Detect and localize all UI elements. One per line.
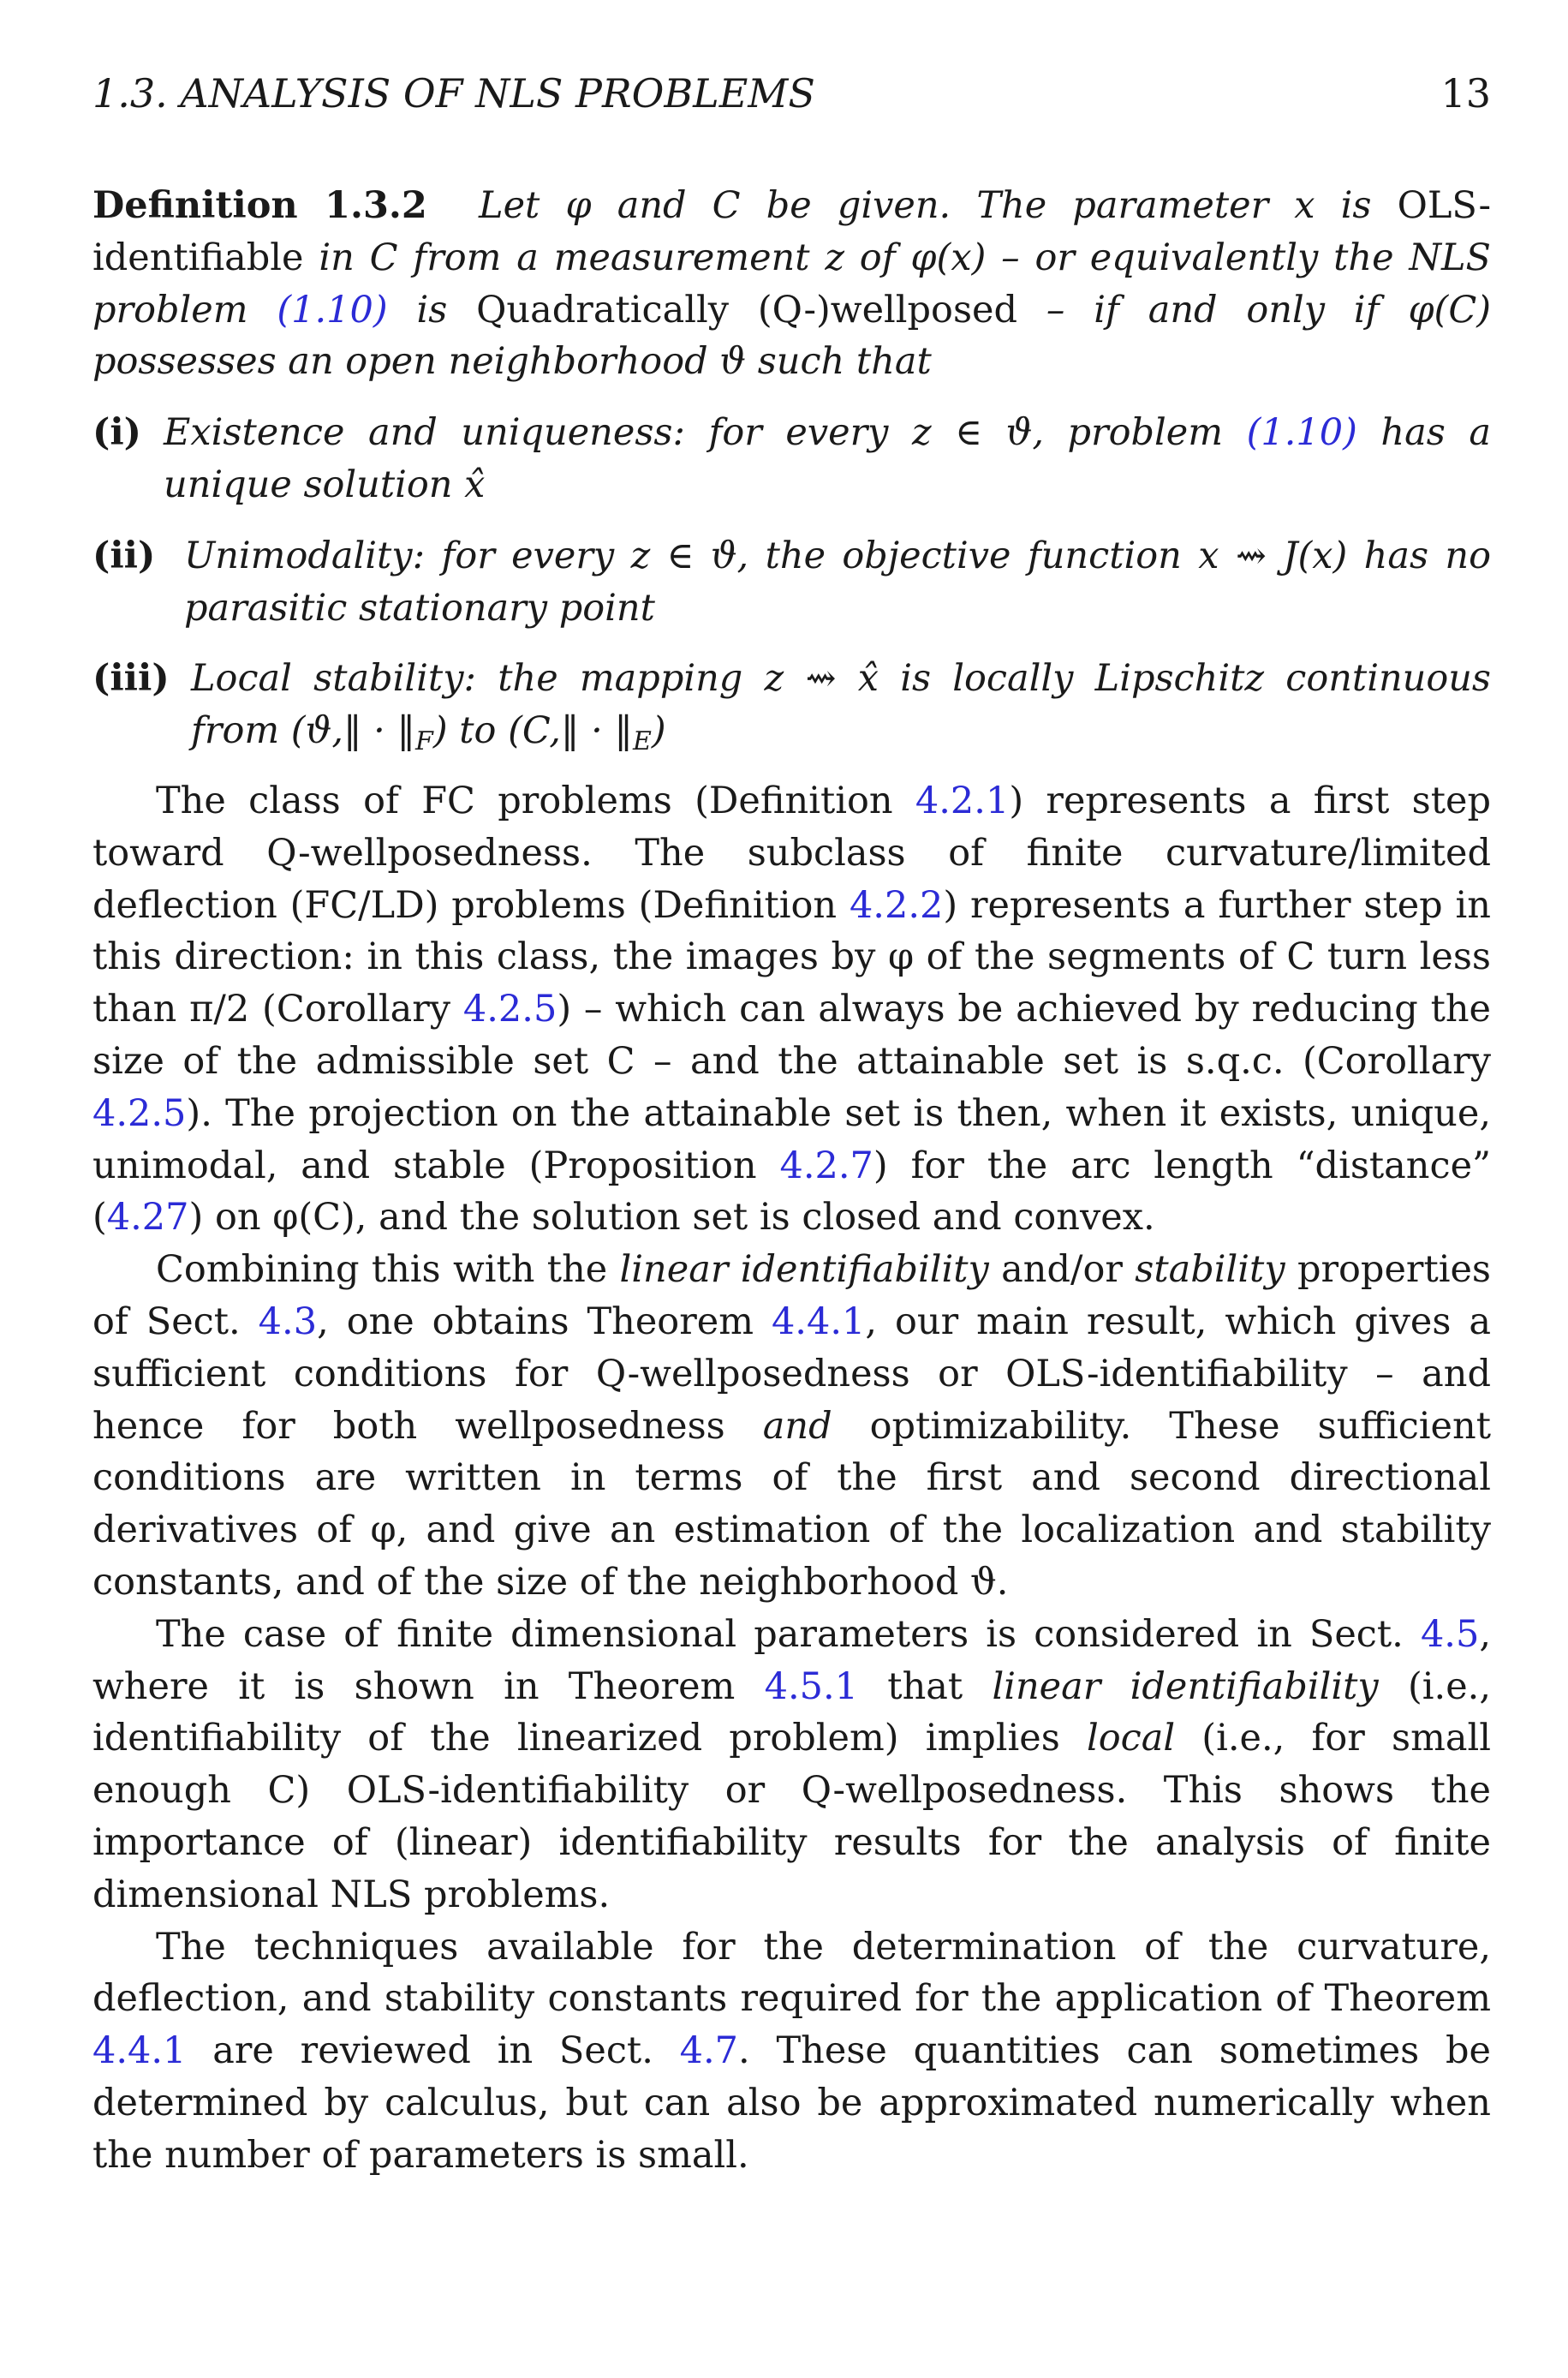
proposition-ref-4-2-7[interactable]: 4.2.7 (779, 1144, 873, 1187)
theorem-ref-4-4-1[interactable]: 4.4.1 (771, 1300, 866, 1343)
paragraph: The class of FC problems (Definition 4.2.1) represents a first step toward Q-wellposedness. The subclass of finite curvature/limited deflection (FC/LD) problems (Definition 4.2.2) represents a further step in this direction: in this class, the images by φ of the segments of C turn less than π/2 (Corollary 4.2.5) – which can always be achieved by reducing the size of the admissible set C – and the attainable set is s.q.c. (Corollary 4.2.5). The projection on the attainable set is then, when it exists, unique, unimodal, and stable (Proposition 4.2.7) for the arc length “distance” (4.27) on φ(C), and the solution set is closed and convex. (92, 779, 1492, 1240)
item-text: Existence and uniqueness: for every z ∈ ϑ, problem (1.10) has a unique solution x̂ (164, 411, 1491, 506)
corollary-ref-4-2-5[interactable]: 4.2.5 (92, 1091, 187, 1135)
section-ref-4-7[interactable]: 4.7 (679, 2029, 739, 2073)
term-q-wellposed: Quadratically (Q-)wellposed (476, 288, 1017, 332)
section-ref-4-5[interactable]: 4.5 (1420, 1612, 1480, 1656)
term-ols-identifiable: OLS-identifiable (92, 184, 1491, 279)
eq-ref-1-10[interactable]: (1.10) (277, 288, 388, 332)
section-ref-4-3[interactable]: 4.3 (258, 1300, 318, 1343)
eq-ref-1-10[interactable]: (1.10) (1246, 411, 1357, 455)
item-text: Local stability: the mapping z ⇝ x̂ is locally Lipschitz continuous from (ϑ,‖ · $‖_F$) to (C,‖ · $‖_E$) (191, 657, 1491, 757)
paragraph: The case of finite dimensional parameters is considered in Sect. 4.5, where it is shown in Theorem 4.5.1 that linear identifiability (i.e., identifiability of the linearized problem) implies local (i.e., for small enough C) OLS-identifiability or Q-wellposedness. This shows the importance of (linear) identifiability results for the analysis of finite dimensional NLS problems. (92, 1612, 1491, 1916)
list-item (92, 530, 1491, 635)
theorem-ref-4-4-1[interactable]: 4.4.1 (92, 2029, 187, 2073)
list-item (92, 407, 1491, 511)
running-header (92, 70, 1491, 117)
item-label: (iii) (92, 657, 170, 701)
definition-label: Definition 1.3.2 (92, 184, 427, 227)
definition-ref-4-2-1[interactable]: 4.2.1 (915, 779, 1010, 822)
definition-ref-4-2-2[interactable]: 4.2.2 (849, 883, 944, 927)
definition-block (92, 180, 1491, 388)
running-title: 1.3. ANALYSIS OF NLS PROBLEMS (92, 70, 815, 117)
theorem-ref-4-5-1[interactable]: 4.5.1 (764, 1664, 859, 1708)
paragraph: The techniques available for the determination of the curvature, deflection, and stability constants required for the application of Theorem 4.4.1 are reviewed in Sect. 4.7. These quantities can sometimes be determined by calculus, but can also be approximated numerically when the number of parameters is small. (92, 1925, 1491, 2177)
list-item (92, 653, 1491, 768)
paragraph: Combining this with the linear identifiability and/or stability properties of Sect. 4.3, one obtains Theorem 4.4.1, our main result, which gives a sufficient conditions for Q-wellposedness or OLS-identifiability – and hence for both wellposedness and optimizability. These sufficient conditions are written in terms of the first and second directional derivatives of φ, and give an estimation of the localization and stability constants, and of the size of the neighborhood ϑ. (92, 1248, 1492, 1604)
item-label: (i) (92, 411, 142, 455)
page-number: 13 (1440, 70, 1491, 117)
definition-text-3: is (387, 288, 477, 332)
item-label: (ii) (92, 534, 156, 577)
definition-text-2: in C from a measurement z of φ(x) – or equivalently the NLS problem (92, 236, 1491, 332)
corollary-ref-4-2-5[interactable]: 4.2.5 (462, 988, 557, 1031)
definition-text-4: – if and only if φ(C) possesses an open neighborhood ϑ such that (92, 288, 1491, 384)
page-body (92, 180, 1491, 2181)
definition-text-1: Let φ and C be given. The parameter x is (479, 184, 1398, 227)
eq-ref-4-27[interactable]: 4.27 (106, 1196, 189, 1240)
item-text: Unimodality: for every z ∈ ϑ, the objective function x ⇝ J(x) has no parasitic stationary point (184, 534, 1491, 630)
